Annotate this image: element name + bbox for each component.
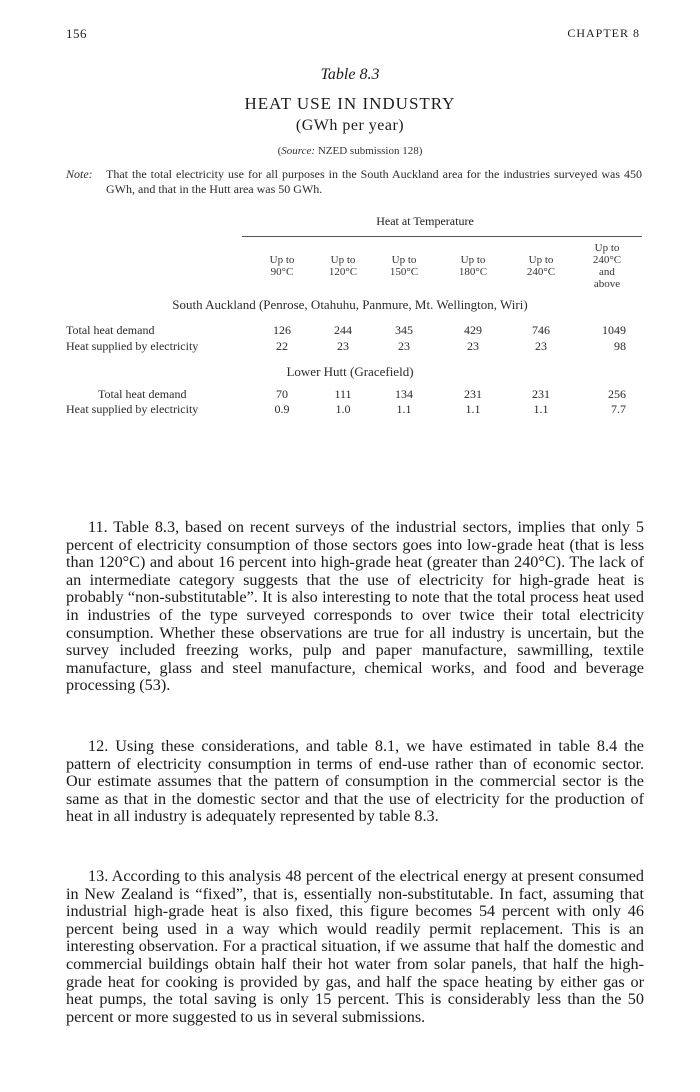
- table-cell: 22: [276, 339, 288, 353]
- table-cell: 429: [464, 323, 482, 337]
- column-header-150: [374, 254, 434, 278]
- source-label: Source:: [281, 145, 316, 157]
- note-label: Note:: [66, 167, 93, 181]
- column-group-header: Heat at Temperature: [376, 214, 474, 228]
- table-cell: 1.1: [396, 402, 412, 416]
- table-cell: 126: [273, 323, 291, 337]
- section-heading-lower-hutt: Lower Hutt (Gracefield): [286, 364, 414, 379]
- table-caption: Table 8.3: [320, 66, 380, 83]
- table-cell: 0.9: [274, 402, 290, 416]
- table-cell: 1.0: [335, 402, 351, 416]
- table-cell: 23: [337, 339, 349, 353]
- column-header-240-above: [577, 242, 637, 290]
- column-header-line: Up to: [269, 254, 295, 266]
- page-number: 156: [66, 26, 87, 41]
- table-title: HEAT USE IN INDUSTRY: [244, 94, 456, 113]
- table-cell: 23: [535, 339, 547, 353]
- column-header-line: Up to: [594, 242, 620, 254]
- column-header-line: 240°C: [526, 266, 556, 278]
- column-header-120: [313, 254, 373, 278]
- column-header-line: Up to: [391, 254, 417, 266]
- column-header-line: 180°C: [458, 266, 488, 278]
- table-cell: 23: [467, 339, 479, 353]
- table-cell: 345: [395, 323, 413, 337]
- table-cell: 98: [614, 339, 626, 353]
- table-units: (GWh per year): [295, 117, 405, 134]
- table-source: [0, 145, 700, 157]
- column-header-line: Up to: [330, 254, 356, 266]
- table-cell: 23: [398, 339, 410, 353]
- table-cell: 231: [464, 387, 482, 401]
- paragraph-11: [66, 519, 644, 695]
- column-header-line: and: [599, 266, 615, 278]
- row-label: Heat supplied by electricity: [66, 339, 199, 353]
- paragraph-12: [66, 738, 644, 826]
- table-cell: 746: [532, 323, 550, 337]
- row-label: Total heat demand: [66, 323, 155, 337]
- table-cell: 231: [532, 387, 550, 401]
- table-cell: 134: [395, 387, 413, 401]
- column-header-180: [443, 254, 503, 278]
- table-cell: 1.1: [465, 402, 481, 416]
- column-header-90: [252, 254, 312, 278]
- table-cell: 7.7: [611, 402, 626, 416]
- column-header-line: Up to: [528, 254, 554, 266]
- chapter-label: CHAPTER 8: [567, 26, 640, 40]
- table-cell: 1049: [602, 323, 626, 337]
- header-rule: [242, 236, 642, 237]
- source-text: NZED submission 128): [317, 145, 423, 157]
- table-cell: 111: [334, 387, 352, 401]
- paragraph-text: 11. Table 8.3, based on recent surveys of the industrial sectors, implies that only 5 percent of electricity consumption of those sectors goes into low-grade heat (that is less than 120°C) and about 16 percent into high-grade heat (greater than 240°C). The lack of an intermediate category suggests that the use of electricity for high-grade heat is probably “non-substitutable”. It is also interesting to note that the total process heat used in industries of the type surveyed corresponds to over twice their total electricity consumption. Whether these observations are true for all industry is uncertain, but the survey included freezing works, pulp and paper manufacture, sawmilling, textile manufacture, glass and steel manufacture, chemical works, and food and beverage processing (53).: [66, 518, 644, 695]
- table-cell: 244: [334, 323, 352, 337]
- column-header-line: Up to: [460, 254, 486, 266]
- paragraph-text: 13. According to this analysis 48 percent of the electrical energy at present consumed in New Zealand is “fixed”, that is, essentially non-substitutable. In fact, assuming that industrial high-grade heat is also fixed, this figure becomes 54 percent with only 46 percent being used in a way which would readily permit replacement. This is an interesting observation. For a practical situation, if we assume that half the domestic and commercial buildings obtain half their hot water from solar panels, that half the high-grade heat for cooking is provided by gas, and half the space heating by either gas or heat pumps, the total saving is only 15 percent. This is considerably less than the 50 percent or more suggested to us in several submissions.: [66, 867, 644, 1026]
- column-header-240: [511, 254, 571, 278]
- source-open-paren: (: [277, 145, 282, 157]
- row-label: Heat supplied by electricity: [66, 402, 199, 416]
- column-header-line: 150°C: [389, 266, 419, 278]
- table-cell: 1.1: [533, 402, 549, 416]
- running-head: [66, 26, 646, 46]
- row-label: Total heat demand: [98, 387, 187, 401]
- paragraph-13: [66, 868, 644, 1026]
- column-header-line: 120°C: [328, 266, 358, 278]
- table-cell: 256: [608, 387, 626, 401]
- paragraph-text: 12. Using these considerations, and table 8.1, we have estimated in table 8.4 the pattern of electricity consumption in terms of end-use rather than of economic sector. Our estimate assumes that the pattern of consumption in the commercial sector is the same as that in the domestic sector and that the use of electricity for the production of heat in all industry is adequately represented by table 8.3.: [66, 737, 644, 826]
- column-header-line: above: [593, 278, 621, 290]
- column-header-line: 240°C: [592, 254, 622, 266]
- column-header-line: 90°C: [270, 266, 294, 278]
- table-cell: 70: [276, 387, 288, 401]
- note-text: That the total electricity use for all purposes in the South Auckland area for the industries surveyed was 450 GWh, and that in the Hutt area was 50 GWh.: [106, 167, 642, 196]
- section-heading-south-auckland: South Auckland (Penrose, Otahuhu, Panmure, Mt. Wellington, Wiri): [172, 297, 528, 312]
